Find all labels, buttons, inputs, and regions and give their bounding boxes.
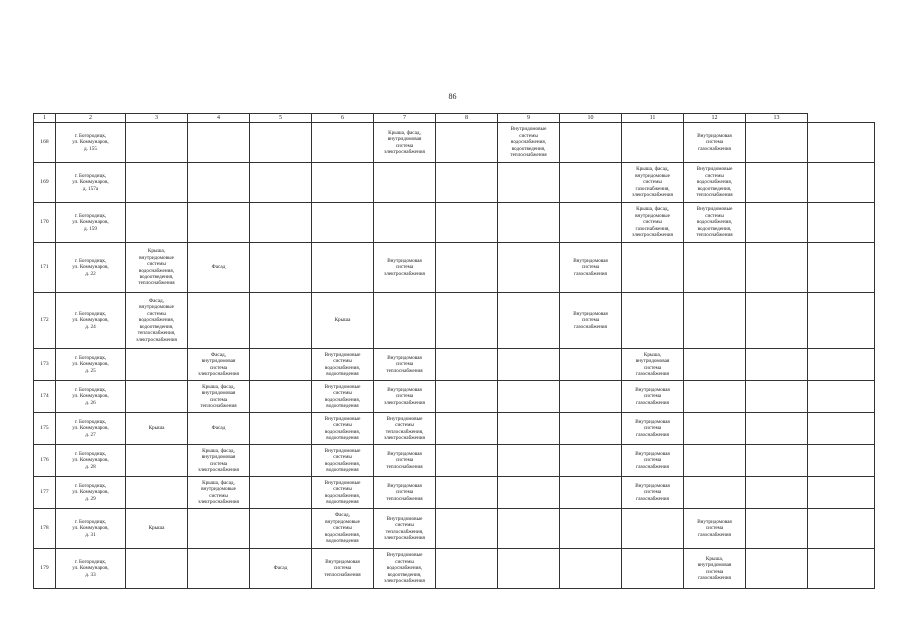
work-cell	[312, 445, 374, 477]
work-cell	[374, 163, 436, 203]
work-cell	[560, 293, 622, 349]
work-cell	[560, 163, 622, 203]
column-header: 5	[250, 114, 312, 123]
address-text: г. Богородицк, ул. Коммунаров, д. 29	[72, 482, 109, 502]
work-cell	[126, 203, 188, 243]
work-cell	[312, 123, 374, 163]
work-cell	[312, 163, 374, 203]
address-cell	[56, 477, 126, 509]
work-cell	[684, 123, 746, 163]
column-header: 13	[746, 114, 808, 123]
row-number: 168	[34, 123, 56, 163]
table-row	[34, 243, 875, 293]
address-text: г. Богородицк, ул. Коммунаров, д. 22	[72, 257, 109, 277]
work-cell	[312, 203, 374, 243]
work-text: Внутридомовая система газоснабжения	[697, 518, 732, 538]
work-text: Крыша, фасад, внутридомовые системы газоснабжения, электроснабжения	[632, 166, 673, 199]
work-cell	[188, 163, 250, 203]
work-cell	[808, 381, 875, 413]
work-cell	[374, 381, 436, 413]
table-row	[34, 477, 875, 509]
table-row	[34, 123, 875, 163]
work-cell	[622, 445, 684, 477]
work-cell	[312, 293, 374, 349]
work-text: Крыша, внутридомовая система газоснабжения	[697, 555, 732, 581]
work-cell	[312, 243, 374, 293]
work-text: Внутридомовые системы водоснабжения, водоотведения, теплоснабжения	[510, 126, 547, 159]
work-cell	[746, 293, 808, 349]
work-cell	[436, 123, 498, 163]
work-cell	[746, 413, 808, 445]
work-cell	[560, 381, 622, 413]
work-cell	[374, 243, 436, 293]
work-cell	[808, 243, 875, 293]
address-text: г. Богородицк, ул. Коммунаров, д. 33	[72, 558, 109, 578]
work-text: Внутридомовые системы водоснабжения, водоотведения	[324, 351, 361, 377]
work-cell	[374, 413, 436, 445]
work-cell	[498, 413, 560, 445]
work-cell	[808, 509, 875, 549]
work-cell	[126, 477, 188, 509]
work-cell	[560, 477, 622, 509]
work-cell	[808, 349, 875, 381]
table-row	[34, 203, 875, 243]
work-cell	[188, 203, 250, 243]
column-header: 3	[126, 114, 188, 123]
work-cell	[436, 445, 498, 477]
work-cell	[684, 549, 746, 589]
address-cell	[56, 549, 126, 589]
address-text: г. Богородицк, ул. Коммунаров, д. 25	[72, 354, 109, 374]
work-cell	[498, 349, 560, 381]
work-cell	[250, 293, 312, 349]
work-cell	[250, 349, 312, 381]
work-text: Внутридомовая система газоснабжения	[573, 257, 608, 277]
work-text: Фасад, внутридомовые системы водоснабжения, водоотведения, теплоснабжения, электроснабжения	[136, 298, 177, 343]
work-cell	[126, 293, 188, 349]
work-cell	[684, 381, 746, 413]
work-cell	[622, 203, 684, 243]
work-cell	[250, 381, 312, 413]
work-cell	[498, 123, 560, 163]
work-cell	[560, 445, 622, 477]
work-cell	[808, 477, 875, 509]
work-cell	[436, 243, 498, 293]
work-cell	[436, 349, 498, 381]
work-cell	[498, 445, 560, 477]
work-cell	[684, 293, 746, 349]
work-cell	[622, 349, 684, 381]
work-cell	[746, 243, 808, 293]
work-cell	[126, 123, 188, 163]
work-cell	[746, 445, 808, 477]
work-cell	[622, 293, 684, 349]
work-text: Фасад, внутридомовая система электроснабжения	[198, 351, 239, 377]
work-text: Внутридомовые системы водоснабжения, водоотведения	[324, 383, 361, 409]
work-cell	[436, 293, 498, 349]
work-cell	[498, 203, 560, 243]
work-cell	[560, 509, 622, 549]
work-cell	[250, 413, 312, 445]
work-cell	[808, 413, 875, 445]
work-cell	[126, 381, 188, 413]
work-cell	[436, 203, 498, 243]
work-text: Внутридомовая система электроснабжения	[384, 257, 425, 277]
work-cell	[560, 243, 622, 293]
work-text: Внутридомовая система электроснабжения	[384, 386, 425, 406]
row-number: 173	[34, 349, 56, 381]
work-cell	[436, 549, 498, 589]
work-cell	[126, 413, 188, 445]
column-header: 1	[34, 114, 56, 123]
work-cell	[250, 477, 312, 509]
address-cell	[56, 163, 126, 203]
work-cell	[374, 509, 436, 549]
work-text: Крыша, фасад, внутридомовые системы электроснабжения	[198, 479, 239, 505]
table-body	[34, 123, 875, 589]
table-row	[34, 163, 875, 203]
work-text: Крыша, фасад, внутридомовая система теплоснабжения	[200, 383, 237, 409]
work-cell	[126, 509, 188, 549]
work-cell	[374, 549, 436, 589]
work-cell	[622, 381, 684, 413]
work-cell	[622, 123, 684, 163]
work-text: Крыша, фасад, внутридомовые системы газоснабжения, электроснабжения	[632, 206, 673, 239]
work-cell	[622, 509, 684, 549]
work-text: Внутридомовая система газоснабжения	[573, 310, 608, 330]
address-cell	[56, 509, 126, 549]
work-cell	[374, 123, 436, 163]
table-row	[34, 413, 875, 445]
work-cell	[312, 549, 374, 589]
column-header: 9	[498, 114, 560, 123]
work-text: Внутридомовая система газоснабжения	[635, 386, 670, 406]
work-cell	[498, 293, 560, 349]
address-cell	[56, 381, 126, 413]
work-cell	[188, 477, 250, 509]
row-number: 175	[34, 413, 56, 445]
work-cell	[498, 549, 560, 589]
row-number: 176	[34, 445, 56, 477]
table-row	[34, 549, 875, 589]
work-text: Крыша, фасад, внутридомовая система электроснабжения	[384, 129, 425, 155]
address-text: г. Богородицк, ул. Коммунаров, д. 24	[72, 310, 109, 330]
row-number: 169	[34, 163, 56, 203]
work-cell	[684, 203, 746, 243]
work-cell	[436, 413, 498, 445]
address-text: г. Богородицк, ул. Коммунаров, д. 155	[72, 132, 109, 152]
work-cell	[436, 381, 498, 413]
work-cell	[684, 243, 746, 293]
work-text: Внутридомовая система газоснабжения	[635, 482, 670, 502]
work-text: Внутридомовые системы теплоснабжения, электроснабжения	[384, 415, 425, 441]
work-cell	[560, 123, 622, 163]
work-text: Фасад, внутридомовые системы водоснабжения, водоотведения	[324, 512, 361, 545]
work-cell	[374, 203, 436, 243]
work-cell	[808, 445, 875, 477]
row-number: 179	[34, 549, 56, 589]
work-cell	[808, 293, 875, 349]
work-text: Внутридомовые системы водоснабжения, водоотведения	[324, 447, 361, 473]
work-cell	[436, 509, 498, 549]
table-row	[34, 293, 875, 349]
work-cell	[622, 549, 684, 589]
page-number: 86	[448, 92, 457, 101]
work-cell	[374, 293, 436, 349]
work-cell	[188, 413, 250, 445]
work-text: Внутридомовые системы водоснабжения, водоотведения, теплоснабжения	[696, 166, 733, 199]
work-cell	[188, 349, 250, 381]
work-text: Внутридомовая система теплоснабжения	[324, 558, 361, 578]
address-cell	[56, 203, 126, 243]
work-cell	[188, 243, 250, 293]
work-cell	[684, 477, 746, 509]
address-text: г. Богородицк, ул. Коммунаров, д. 27	[72, 418, 109, 438]
work-cell	[250, 509, 312, 549]
work-text: Крыша	[334, 317, 351, 324]
work-text: Фасад	[211, 264, 226, 271]
table-row	[34, 509, 875, 549]
column-header: 11	[622, 114, 684, 123]
column-header: 2	[56, 114, 126, 123]
address-text: г. Богородицк, ул. Коммунаров, д. 31	[72, 518, 109, 538]
work-cell	[126, 549, 188, 589]
work-text: Внутридомовые системы водоснабжения, водоотведения	[324, 479, 361, 505]
table-row	[34, 445, 875, 477]
work-cell	[436, 477, 498, 509]
work-text: Внутридомовые системы водоснабжения, водоотведения, теплоснабжения	[696, 206, 733, 239]
work-cell	[684, 509, 746, 549]
work-cell	[188, 381, 250, 413]
work-cell	[746, 509, 808, 549]
column-header: 10	[560, 114, 622, 123]
work-text: Внутридомовая система газоснабжения	[697, 132, 732, 152]
work-cell	[560, 349, 622, 381]
work-cell	[746, 477, 808, 509]
work-cell	[312, 477, 374, 509]
work-cell	[188, 445, 250, 477]
column-header: 12	[684, 114, 746, 123]
column-header: 4	[188, 114, 250, 123]
work-cell	[250, 163, 312, 203]
work-cell	[498, 381, 560, 413]
work-cell	[684, 445, 746, 477]
work-text: Крыша	[148, 425, 165, 432]
row-number: 177	[34, 477, 56, 509]
work-cell	[746, 549, 808, 589]
work-text: Внутридомовая система теплоснабжения	[386, 450, 423, 470]
work-cell	[188, 549, 250, 589]
work-text: Внутридомовая система газоснабжения	[635, 450, 670, 470]
table-row	[34, 381, 875, 413]
work-cell	[312, 413, 374, 445]
repair-schedule-table	[33, 113, 875, 589]
work-cell	[498, 477, 560, 509]
row-number: 172	[34, 293, 56, 349]
address-cell	[56, 445, 126, 477]
address-cell	[56, 413, 126, 445]
work-cell	[746, 381, 808, 413]
work-cell	[498, 243, 560, 293]
work-text: Крыша, фасад, внутридомовая система электроснабжения	[198, 447, 239, 473]
work-cell	[808, 203, 875, 243]
work-cell	[250, 203, 312, 243]
work-text: Внутридомовые системы теплоснабжения, электроснабжения	[384, 515, 425, 541]
work-text: Внутридомовые системы водоснабжения, водоотведения, электроснабжения	[384, 552, 425, 585]
work-cell	[312, 509, 374, 549]
work-cell	[374, 477, 436, 509]
column-header: 6	[312, 114, 374, 123]
work-cell	[622, 243, 684, 293]
work-text: Внутридомовая система теплоснабжения	[386, 482, 423, 502]
work-cell	[374, 349, 436, 381]
work-cell	[808, 549, 875, 589]
work-cell	[560, 203, 622, 243]
address-cell	[56, 293, 126, 349]
work-text: Крыша, внутридомовые системы водоснабжения, водоотведения, теплоснабжения	[138, 248, 175, 287]
column-header: 7	[374, 114, 436, 123]
row-number: 171	[34, 243, 56, 293]
work-cell	[498, 163, 560, 203]
work-cell	[188, 123, 250, 163]
work-cell	[436, 163, 498, 203]
work-cell	[312, 349, 374, 381]
row-number: 170	[34, 203, 56, 243]
address-text: г. Богородицк, ул. Коммунаров, д. 28	[72, 450, 109, 470]
work-text: Фасад	[273, 565, 288, 572]
address-cell	[56, 349, 126, 381]
work-cell	[126, 163, 188, 203]
work-cell	[126, 349, 188, 381]
work-cell	[622, 413, 684, 445]
work-cell	[188, 293, 250, 349]
row-number: 174	[34, 381, 56, 413]
work-cell	[746, 349, 808, 381]
work-cell	[746, 123, 808, 163]
table-row	[34, 349, 875, 381]
row-number: 178	[34, 509, 56, 549]
work-cell	[622, 477, 684, 509]
work-cell	[250, 123, 312, 163]
work-cell	[126, 243, 188, 293]
work-cell	[126, 445, 188, 477]
work-cell	[684, 349, 746, 381]
work-cell	[312, 381, 374, 413]
work-text: Внутридомовые системы водоснабжения, водоотведения	[324, 415, 361, 441]
work-text: Внутридомовая система газоснабжения	[635, 418, 670, 438]
work-cell	[188, 509, 250, 549]
work-cell	[746, 163, 808, 203]
work-text: Фасад	[211, 425, 226, 432]
work-text: Крыша	[148, 525, 165, 532]
work-cell	[560, 549, 622, 589]
work-cell	[746, 203, 808, 243]
work-cell	[684, 413, 746, 445]
address-text: г. Богородицк, ул. Коммунаров, д. 157а	[72, 172, 109, 192]
work-cell	[808, 163, 875, 203]
address-text: г. Богородицк, ул. Коммунаров, д. 26	[72, 386, 109, 406]
work-cell	[684, 163, 746, 203]
table-header-row	[34, 114, 875, 123]
address-cell	[56, 243, 126, 293]
work-cell	[250, 445, 312, 477]
work-text: Внутридомовая система теплоснабжения	[386, 354, 423, 374]
address-text: г. Богородицк, ул. Коммунаров, д. 159	[72, 212, 109, 232]
work-cell	[560, 413, 622, 445]
work-text: Крыша, внутридомовая система газоснабжения	[635, 351, 670, 377]
work-cell	[250, 549, 312, 589]
work-cell	[808, 123, 875, 163]
column-header: 8	[436, 114, 498, 123]
work-cell	[250, 243, 312, 293]
address-cell	[56, 123, 126, 163]
work-cell	[498, 509, 560, 549]
work-cell	[622, 163, 684, 203]
work-cell	[374, 445, 436, 477]
